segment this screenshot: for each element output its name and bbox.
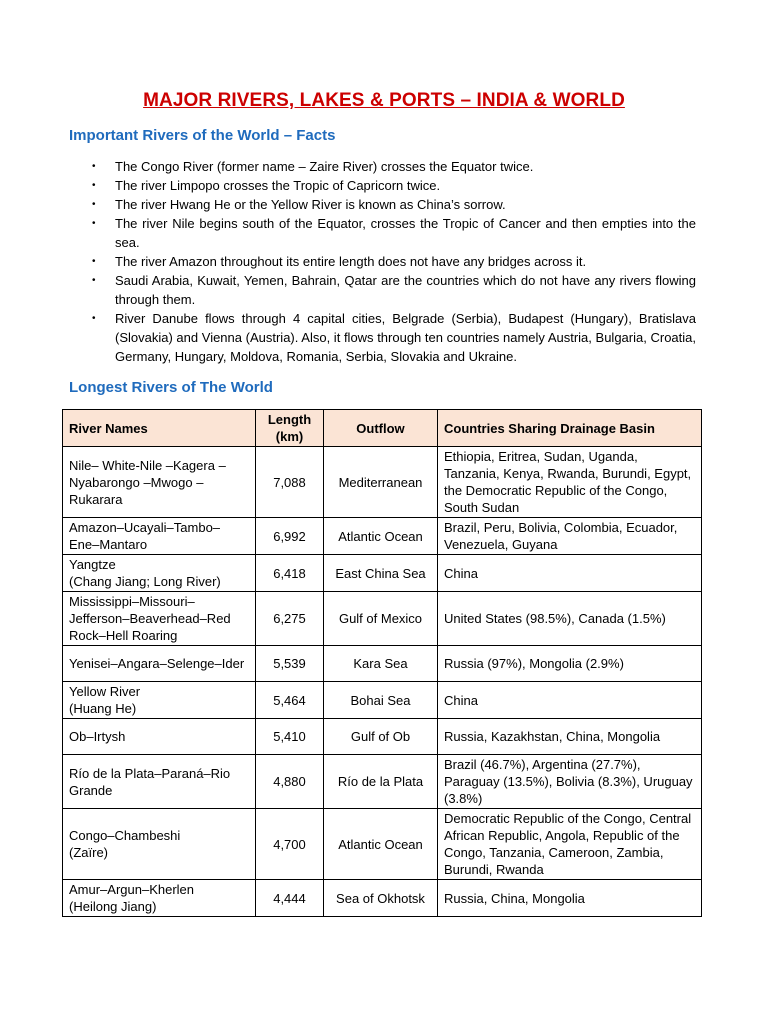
fact-item <box>92 176 696 195</box>
bullet-icon: • <box>92 313 96 324</box>
outflow-cell: Atlantic Ocean <box>324 518 438 555</box>
bullet-icon: • <box>92 275 96 286</box>
table-row <box>63 809 702 880</box>
river-name-cell: Nile– White-Nile –Kagera –Nyabarongo –Mwogo –Rukarara <box>63 447 256 518</box>
longest-rivers-table <box>62 409 702 917</box>
facts-list <box>92 157 696 366</box>
countries-cell: Russia, Kazakhstan, China, Mongolia <box>438 719 702 755</box>
river-name-cell: Ob–Irtysh <box>63 719 256 755</box>
length-cell: 4,444 <box>256 880 324 917</box>
countries-cell: Brazil, Peru, Bolivia, Colombia, Ecuador, Venezuela, Guyana <box>438 518 702 555</box>
river-name-cell: Yenisei–Angara–Selenge–Ider <box>63 646 256 682</box>
bullet-icon: • <box>92 199 96 210</box>
table-row <box>63 447 702 518</box>
table-row <box>63 682 702 719</box>
river-name-cell: Río de la Plata–Paraná–Rio Grande <box>63 755 256 809</box>
countries-cell: Russia, China, Mongolia <box>438 880 702 917</box>
river-name-cell: Amazon–Ucayali–Tambo–Ene–Mantaro <box>63 518 256 555</box>
column-header-length: Length (km) <box>256 410 324 447</box>
length-cell: 4,880 <box>256 755 324 809</box>
fact-item <box>92 214 696 252</box>
fact-text: River Danube flows through 4 capital cities, Belgrade (Serbia), Budapest (Hungary), Bratislava (Slovakia) and Vienna (Austria). Also, it flows through ten countries namely Austria, Bulgaria, Croatia, Germany, Hungary, Moldova, Romania, Serbia, Slovakia and Ukraine. <box>115 311 696 364</box>
length-cell: 4,700 <box>256 809 324 880</box>
fact-item <box>92 271 696 309</box>
fact-text: The river Nile begins south of the Equator, crosses the Tropic of Cancer and then empties into the sea. <box>115 216 696 250</box>
outflow-cell: Río de la Plata <box>324 755 438 809</box>
length-cell: 6,275 <box>256 592 324 646</box>
countries-cell: Russia (97%), Mongolia (2.9%) <box>438 646 702 682</box>
fact-item <box>92 309 696 366</box>
column-header-river: River Names <box>63 410 256 447</box>
bullet-icon: • <box>92 256 96 267</box>
column-header-outflow: Outflow <box>324 410 438 447</box>
bullet-icon: • <box>92 218 96 229</box>
outflow-cell: Atlantic Ocean <box>324 809 438 880</box>
outflow-cell: East China Sea <box>324 555 438 592</box>
fact-text: The river Limpopo crosses the Tropic of Capricorn twice. <box>115 178 441 193</box>
length-cell: 5,539 <box>256 646 324 682</box>
facts-heading: Important Rivers of the World – Facts <box>69 127 336 144</box>
fact-text: The Congo River (former name – Zaire River) crosses the Equator twice. <box>115 159 534 174</box>
river-name-cell: Yangtze (Chang Jiang; Long River) <box>63 555 256 592</box>
countries-cell: Ethiopia, Eritrea, Sudan, Uganda, Tanzania, Kenya, Rwanda, Burundi, Egypt, the Democratic Republic of the Congo, South Sudan <box>438 447 702 518</box>
length-cell: 5,464 <box>256 682 324 719</box>
table-row <box>63 592 702 646</box>
river-name-cell: Mississippi–Missouri–Jefferson–Beaverhead–Red Rock–Hell Roaring <box>63 592 256 646</box>
length-cell: 6,418 <box>256 555 324 592</box>
column-header-countries: Countries Sharing Drainage Basin <box>438 410 702 447</box>
outflow-cell: Gulf of Mexico <box>324 592 438 646</box>
fact-item <box>92 157 696 176</box>
fact-item <box>92 252 696 271</box>
fact-item <box>92 195 696 214</box>
table-row <box>63 646 702 682</box>
fact-text: The river Amazon throughout its entire length does not have any bridges across it. <box>115 254 587 269</box>
table-row <box>63 880 702 917</box>
table-row <box>63 755 702 809</box>
countries-cell: China <box>438 682 702 719</box>
outflow-cell: Mediterranean <box>324 447 438 518</box>
length-cell: 6,992 <box>256 518 324 555</box>
rivers-table-heading: Longest Rivers of The World <box>69 379 273 396</box>
river-name-cell: Congo–Chambeshi (Zaïre) <box>63 809 256 880</box>
fact-text: Saudi Arabia, Kuwait, Yemen, Bahrain, Qatar are the countries which do not have any rivers flowing through them. <box>115 273 696 307</box>
river-name-cell: Amur–Argun–Kherlen (Heilong Jiang) <box>63 880 256 917</box>
fact-text: The river Hwang He or the Yellow River is known as China’s sorrow. <box>115 197 506 212</box>
outflow-cell: Bohai Sea <box>324 682 438 719</box>
outflow-cell: Sea of Okhotsk <box>324 880 438 917</box>
length-cell: 5,410 <box>256 719 324 755</box>
bullet-icon: • <box>92 180 96 191</box>
outflow-cell: Kara Sea <box>324 646 438 682</box>
page-title: MAJOR RIVERS, LAKES & PORTS – INDIA & WORLD <box>143 90 625 111</box>
table-header-row <box>63 410 702 447</box>
countries-cell: Brazil (46.7%), Argentina (27.7%), Paraguay (13.5%), Bolivia (8.3%), Uruguay (3.8%) <box>438 755 702 809</box>
river-name-cell: Yellow River (Huang He) <box>63 682 256 719</box>
bullet-icon: • <box>92 161 96 172</box>
countries-cell: Democratic Republic of the Congo, Central African Republic, Angola, Republic of the Congo, Tanzania, Cameroon, Zambia, Burundi, Rwanda <box>438 809 702 880</box>
countries-cell: China <box>438 555 702 592</box>
countries-cell: United States (98.5%), Canada (1.5%) <box>438 592 702 646</box>
table-row <box>63 719 702 755</box>
length-cell: 7,088 <box>256 447 324 518</box>
outflow-cell: Gulf of Ob <box>324 719 438 755</box>
table-row <box>63 555 702 592</box>
table-row <box>63 518 702 555</box>
